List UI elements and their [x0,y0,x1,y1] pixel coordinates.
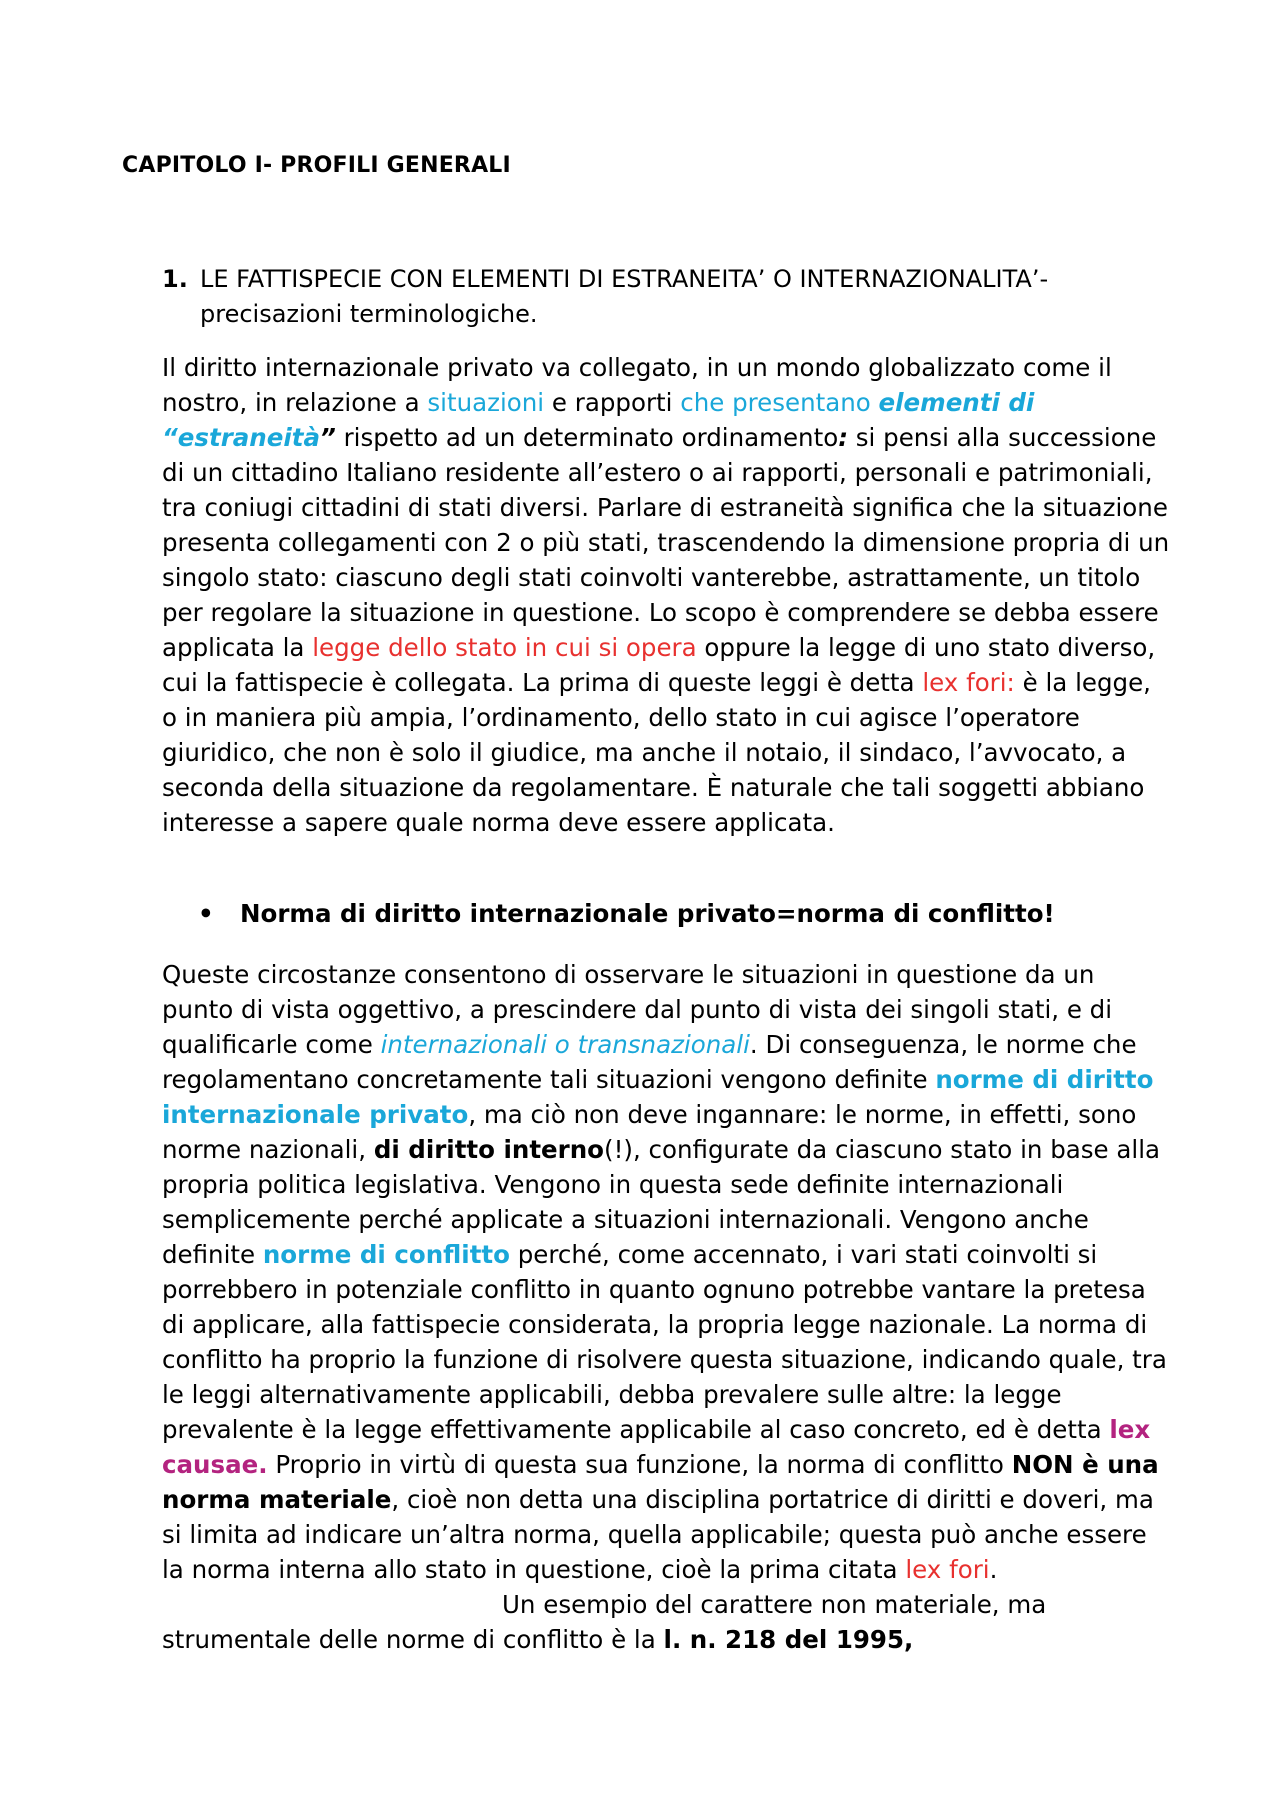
p2-text: perché, come accennato, i vari stati coinvolti si porrebbero in potenziale conflitto in quanto ognuno potrebbe vantare la pretesa di applicare, alla fattispecie considerata, la propria legge nazionale. La norma di conflitto ha proprio la funzione di risolvere questa situazione, indicando quale, tra le leggi alternativamente applicabili, debba prevalere sulle altre: la legge prevalente è la legge effettivamente applicabile al caso concreto, ed è detta [162,1240,1167,1444]
p2-text: . [989,1555,998,1584]
p1-closing-quote: ” [320,423,336,452]
section-heading [162,262,1152,332]
p2-text: Queste circostanze consentono di osservare le situazioni in questione da un punto di vista oggettivo, a prescindere dal punto di vista dei singoli stati, e di qualificarle come [162,960,1113,1059]
p2-bold-legge-218: l. n. 218 del 1995, [663,1625,914,1654]
p2-highlight-internazionali: internazionali o transnazionali [380,1030,750,1059]
p1-highlight-legge-stato: legge dello stato in cui si opera [312,633,697,662]
p1-colon: : [838,423,848,452]
p1-text: è la legge, o in maniera più ampia, l’ordinamento, dello stato in cui agisce l’operatore giuridico, che non è solo il giudice, ma anche il notaio, il sindaco, l’avvocato, a seconda della situazione da regolamentare. È naturale che tali soggetti abbiano interesse a sapere quale norma deve essere applicata. [162,668,1151,837]
section-title-line-2: precisazioni terminologiche. [200,300,538,328]
p1-highlight-elementi-estraneita: elementi di “estraneità [162,388,1035,452]
p2-text: , ma ciò non deve ingannare: le norme, in effetti, sono norme nazionali, [162,1100,1137,1164]
p2-text: , cioè non detta una disciplina portatrice di diritti e doveri, ma si limita ad indicare un’altra norma, quella applicabile; questa può anche essere la norma interna allo stato in questione, cioè la prima citata [162,1485,1154,1584]
p2-highlight-lex-causae: lex causae. [162,1415,1151,1479]
paragraph-estraneita [162,350,1172,840]
p1-highlight-situazioni: situazioni [427,388,545,417]
bullet-item [198,896,1055,931]
p2-highlight-norme-dip: norme di diritto internazionale privato [162,1065,1154,1129]
p1-highlight-lex-fori: lex fori: [922,668,1015,697]
p1-text: oppure la legge di uno stato diverso, cui la fattispecie è collegata. La prima di queste leggi è detta [162,633,1156,697]
p2-text: . Di conseguenza, le norme che regolamentano concretamente tali situazioni vengono definite [162,1030,1137,1094]
p1-text: si pensi alla successione di un cittadino Italiano residente all’estero o ai rapporti, personali e patrimoniali, tra coniugi cittadini di stati diversi. Parlare di estraneità significa che la situazione presenta collegamenti con 2 o più stati, trascendendo la dimensione propria di un singolo stato: ciascuno degli stati coinvolti vanterebbe, astrattamente, un titolo per regolare la situazione in questione. Lo scopo è comprendere se debba essere applicata la [162,423,1170,662]
p2-bold-non-materiale: NON è una norma materiale [162,1450,1159,1514]
p2-text: Proprio in virtù di questa sua funzione, la norma di conflitto [267,1450,1012,1479]
section-title-line-1: LE FATTISPECIE CON ELEMENTI DI ESTRANEITA’ O INTERNAZIONALITA’- [200,265,1049,293]
p2-highlight-norme-conflitto: norme di conflitto [262,1240,510,1269]
paragraph-norme-conflitto [162,957,1172,1657]
p1-highlight-presentano: che presentano [680,388,879,417]
section-number: 1. [162,265,188,293]
p2-text: Un esempio del carattere non materiale, ma strumentale delle norme di conflitto è la [162,1590,1047,1654]
chapter-title: CAPITOLO I- PROFILI GENERALI [122,153,511,178]
p1-text: rispetto ad un determinato ordinamento [335,423,839,452]
p2-text: (!), configurate da ciascuno stato in base alla propria politica legislativa. Vengono in questa sede definite internazionali semplicemente perché applicate a situazioni internazionali. Vengono anche definite [162,1135,1161,1269]
bullet-dot: • [198,899,214,928]
bullet-text: Norma di diritto internazionale privato=norma di conflitto! [240,899,1055,928]
p2-bold-diritto-interno: di diritto interno [373,1135,605,1164]
p1-text: Il diritto internazionale privato va collegato, in un mondo globalizzato come il nostro, in relazione a [162,353,1112,417]
p1-text: e rapporti [544,388,681,417]
p2-highlight-lex-fori: lex fori [905,1555,990,1584]
